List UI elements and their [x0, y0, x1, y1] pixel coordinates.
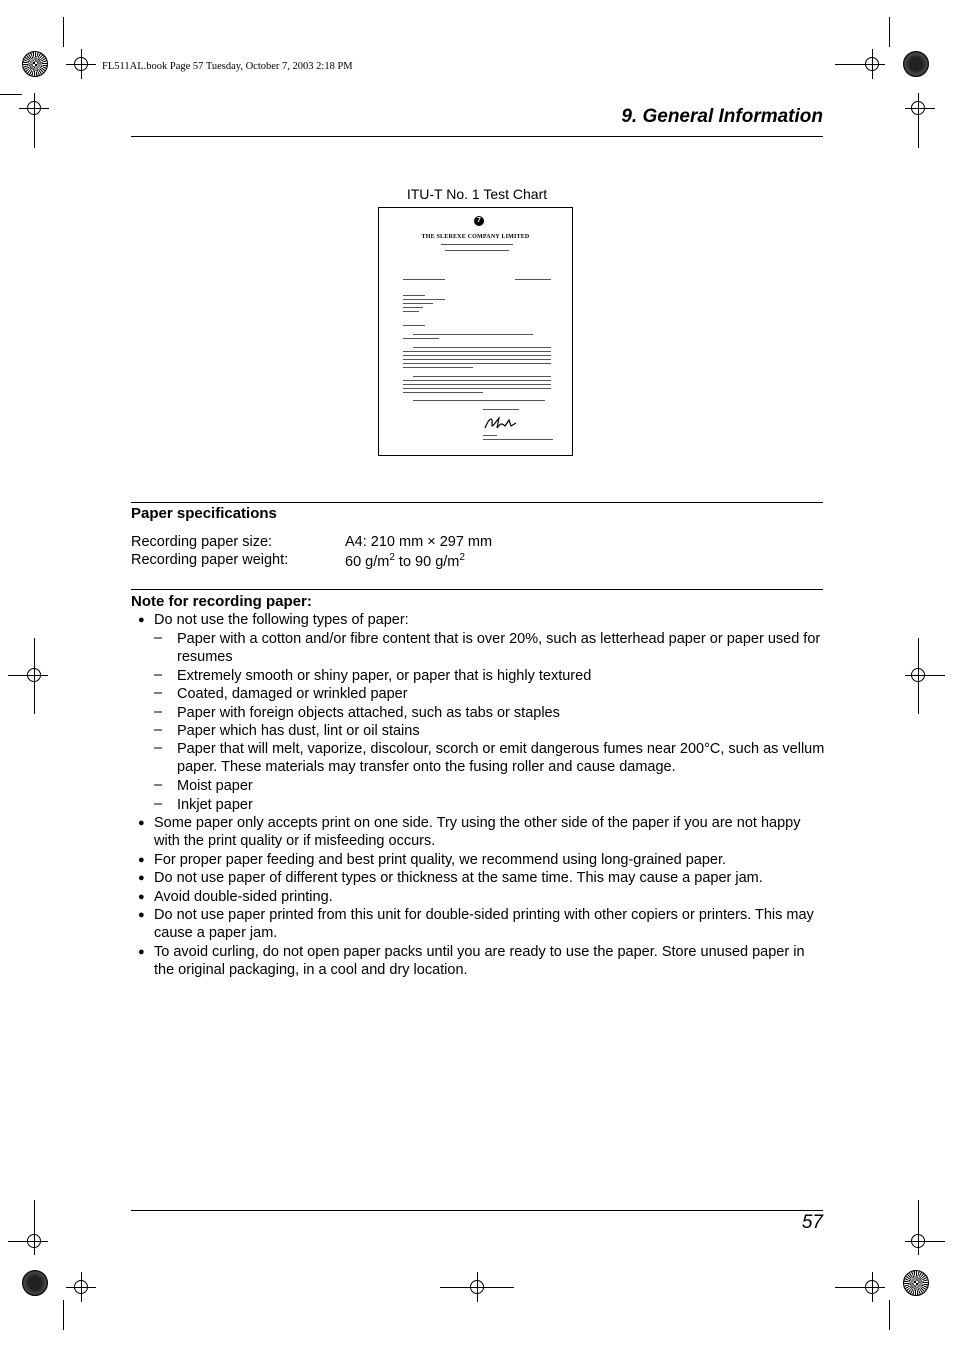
sub-list-item: Moist paper	[177, 778, 253, 794]
sub-list-item: Paper that will melt, vaporize, discolour, scorch or emit dangerous fumes near 200°C, such as vellum paper. These materials may transfer onto the fusing roller and cause damage.	[177, 741, 825, 776]
bullet-icon: ●	[138, 946, 145, 958]
list-item: Do not use paper printed from this unit for double-sided printing with other copiers or printers. This may cause a paper jam.	[154, 907, 814, 942]
paper-specifications-title: Paper specifications	[131, 505, 277, 522]
chart-text-line	[403, 311, 419, 312]
footer-rule	[131, 1210, 823, 1211]
chart-text-line	[403, 380, 551, 381]
sub-list-item: Inkjet paper	[177, 797, 253, 813]
header-rule	[131, 136, 823, 137]
list-item: Some paper only accepts print on one side. Try using the other side of the paper if you are not happy with the print quality or if misfeeding occurs.	[154, 815, 801, 850]
chart-text-line	[403, 338, 439, 339]
bullet-icon: ●	[138, 872, 145, 884]
bullet-icon: ●	[138, 891, 145, 903]
chart-text-line	[403, 355, 551, 356]
recording-paper-weight-value: 60 $g/m^2$ to 90 $g/m^2$	[345, 552, 465, 570]
chart-text-line	[483, 435, 497, 436]
chart-text-line	[413, 347, 551, 348]
chart-text-line	[403, 325, 425, 326]
registration-sunburst-icon	[22, 51, 48, 77]
chart-text-line	[403, 307, 423, 308]
bullet-icon: ●	[138, 614, 145, 626]
chart-text-line	[403, 367, 473, 368]
bullet-icon: ●	[138, 817, 145, 829]
page-number: 57	[801, 1212, 823, 1233]
chart-text-line	[445, 250, 509, 251]
chart-text-line	[413, 376, 551, 377]
registration-sunburst-icon	[903, 51, 929, 77]
list-item: Avoid double-sided printing.	[154, 889, 333, 905]
dash-icon: –	[154, 685, 163, 701]
dash-icon: –	[154, 777, 163, 793]
recording-paper-weight-label: Recording paper weight:	[131, 552, 289, 568]
dash-icon: –	[154, 796, 163, 812]
bullet-icon: ●	[138, 909, 145, 921]
dash-icon: –	[154, 630, 163, 646]
chart-text-line	[403, 359, 551, 360]
chart-text-line	[403, 384, 551, 385]
section-rule	[131, 502, 823, 503]
list-item: Do not use the following types of paper:	[154, 612, 409, 628]
registration-sunburst-icon	[22, 1270, 48, 1296]
list-item: For proper paper feeding and best print quality, we recommend using long-grained paper.	[154, 852, 727, 868]
dash-icon: –	[154, 740, 163, 756]
recording-paper-size-label: Recording paper size:	[131, 534, 273, 550]
dash-icon: –	[154, 722, 163, 738]
signature-icon	[483, 414, 519, 432]
chart-text-line	[515, 279, 551, 280]
dash-icon: –	[154, 704, 163, 720]
note-title: Note for recording paper:	[131, 593, 312, 610]
sub-list-item: Coated, damaged or wrinkled paper	[177, 686, 408, 702]
chart-text-line	[483, 439, 553, 440]
chart-text-line	[483, 409, 519, 410]
chart-text-line	[403, 279, 445, 280]
list-item: To avoid curling, do not open paper packs until you are ready to use the paper. Store unused paper in the original packaging, in a cool and dry location.	[154, 944, 805, 979]
chart-text-line	[403, 303, 433, 304]
sub-list-item: Paper with foreign objects attached, such as tabs or staples	[177, 705, 560, 721]
book-print-info: FL511AL.book Page 57 Tuesday, October 7, 2003 2:18 PM	[102, 61, 353, 72]
chart-company-name: THE SLEREXE COMPANY LIMITED	[421, 234, 530, 240]
chart-text-line	[403, 392, 483, 393]
chart-text-line	[403, 295, 425, 296]
test-chart-image	[378, 207, 573, 456]
registration-sunburst-icon	[903, 1270, 929, 1296]
dash-icon: –	[154, 667, 163, 683]
chart-text-line	[403, 299, 445, 300]
chart-text-line	[403, 388, 551, 389]
chapter-title: 9. General Information	[621, 106, 823, 127]
list-item: Do not use paper of different types or thickness at the same time. This may cause a paper jam.	[154, 870, 763, 886]
sub-list-item: Paper which has dust, lint or oil stains	[177, 723, 420, 739]
chart-text-line	[403, 351, 551, 352]
bullet-icon: ●	[138, 854, 145, 866]
chart-text-line	[403, 363, 551, 364]
test-chart-caption: ITU-T No. 1 Test Chart	[406, 186, 548, 202]
sub-list-item: Paper with a cotton and/or fibre content that is over 20%, such as letterhead paper or paper used for resumes	[177, 631, 821, 666]
recording-paper-size-value: A4: 210 mm × 297 mm	[345, 534, 493, 550]
chart-text-line	[413, 400, 545, 401]
chart-number-badge: 7	[474, 216, 484, 226]
chart-text-line	[441, 244, 513, 245]
section-rule	[131, 589, 823, 590]
chart-text-line	[413, 334, 533, 335]
sub-list-item: Extremely smooth or shiny paper, or paper that is highly textured	[177, 668, 592, 684]
